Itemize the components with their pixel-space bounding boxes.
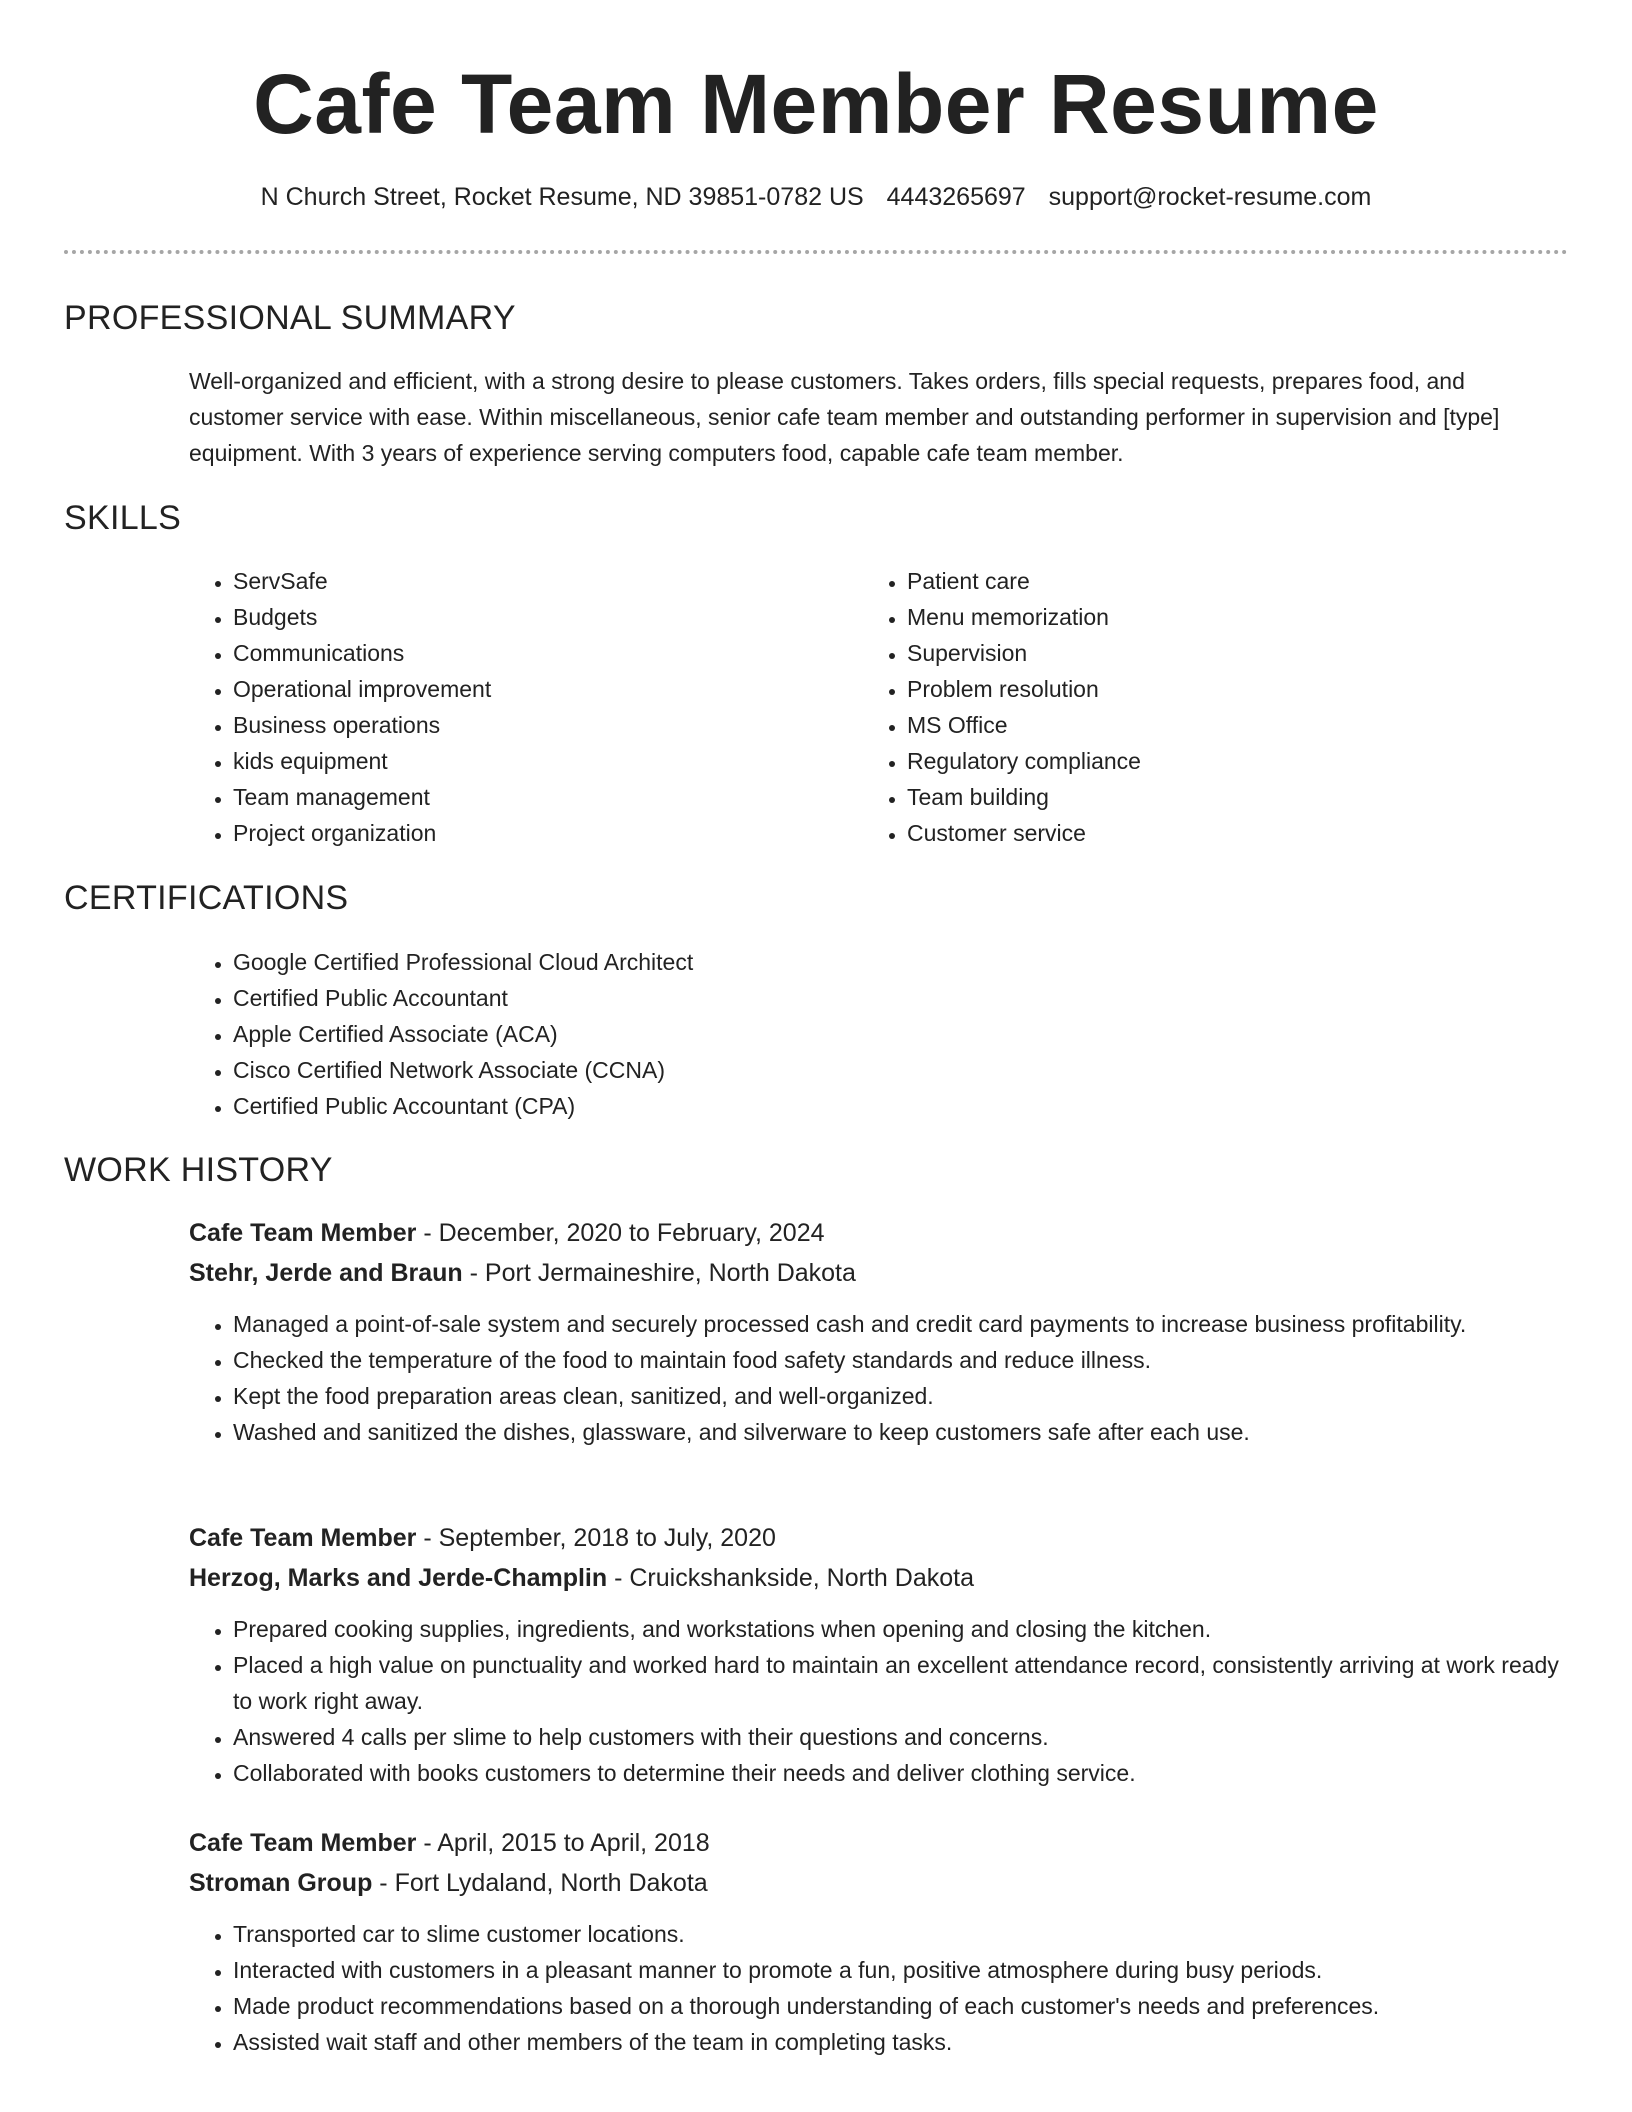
job-location: - Cruickshankside, North Dakota	[614, 1564, 974, 1592]
job-company: Herzog, Marks and Jerde-Champlin	[189, 1564, 608, 1592]
job-company: Stehr, Jerde and Braun	[189, 1259, 463, 1287]
list-item: • Apple Certified Associate (ACA)	[233, 1016, 1533, 1052]
job-company-line	[189, 1558, 974, 1598]
skills-list-left	[189, 563, 853, 851]
section-title-summary: PROFESSIONAL SUMMARY	[64, 299, 516, 337]
list-item: • Answered 4 calls per slime to help customers with their questions and concerns.	[233, 1719, 1573, 1755]
list-item: • Customer service	[907, 815, 1527, 851]
job-title: Cafe Team Member	[189, 1524, 417, 1552]
job-bullets	[189, 1611, 1573, 1791]
job-dates: - April, 2015 to April, 2018	[423, 1829, 710, 1857]
contact-address: N Church Street, Rocket Resume, ND 39851-0782 US	[260, 183, 864, 211]
skills-list-right	[863, 563, 1527, 851]
list-item: • Business operations	[233, 707, 853, 743]
list-item: • Placed a high value on punctuality and worked hard to maintain an excellent attendance record, consistently arriving at work ready to work right away.	[233, 1647, 1573, 1719]
list-item: • Certified Public Accountant	[233, 980, 1533, 1016]
list-item: • Problem resolution	[907, 671, 1527, 707]
section-title-skills: SKILLS	[64, 499, 182, 537]
list-item: • Made product recommendations based on a thorough understanding of each customer's needs and preferences.	[233, 1988, 1613, 2024]
job-dates: - September, 2018 to July, 2020	[423, 1524, 776, 1552]
list-item: • Certified Public Accountant (CPA)	[233, 1088, 1533, 1124]
contact-phone: 4443265697	[886, 183, 1026, 211]
job-company-line	[189, 1863, 708, 1903]
list-item: • Prepared cooking supplies, ingredients, and workstations when opening and closing the kitchen.	[233, 1611, 1573, 1647]
list-item: • Managed a point-of-sale system and securely processed cash and credit card payments to increase business profitability.	[233, 1306, 1573, 1342]
list-item: • Checked the temperature of the food to maintain food safety standards and reduce illness.	[233, 1342, 1573, 1378]
job-title-line	[189, 1823, 710, 1863]
job-bullets	[189, 1306, 1573, 1450]
list-item: • Assisted wait staff and other members of the team in completing tasks.	[233, 2024, 1613, 2060]
list-item: • Project organization	[233, 815, 853, 851]
job-title-line	[189, 1213, 825, 1253]
list-item: • Patient care	[907, 563, 1527, 599]
job-location: - Port Jermaineshire, North Dakota	[469, 1259, 856, 1287]
header-divider	[64, 250, 1568, 254]
list-item: • MS Office	[907, 707, 1527, 743]
list-item: • Team building	[907, 779, 1527, 815]
certifications-list	[189, 944, 1533, 1124]
job-company: Stroman Group	[189, 1869, 373, 1897]
list-item: • Cisco Certified Network Associate (CCNA)	[233, 1052, 1533, 1088]
list-item: • kids equipment	[233, 743, 853, 779]
job-company-line	[189, 1253, 856, 1293]
job-dates: - December, 2020 to February, 2024	[423, 1219, 825, 1247]
job-title-line	[189, 1518, 776, 1558]
list-item: • Communications	[233, 635, 853, 671]
job-bullets	[189, 1916, 1613, 2060]
list-item: • Interacted with customers in a pleasant manner to promote a fun, positive atmosphere during busy periods.	[233, 1952, 1613, 1988]
list-item: • Menu memorization	[907, 599, 1527, 635]
summary-text: Well-organized and efficient, with a strong desire to please customers. Takes orders, fills special requests, prepares food, and customer service with ease. Within miscellaneous, senior cafe team member and outstanding performer in supervision and [type] equipment. With 3 years of experience serving computers food, capable cafe team member.	[189, 368, 1500, 466]
list-item: • Supervision	[907, 635, 1527, 671]
section-title-certifications: CERTIFICATIONS	[64, 879, 349, 917]
list-item: • Kept the food preparation areas clean, sanitized, and well-organized.	[233, 1378, 1573, 1414]
job-location: - Fort Lydaland, North Dakota	[379, 1869, 708, 1897]
section-title-work-history: WORK HISTORY	[64, 1151, 333, 1189]
list-item: • Budgets	[233, 599, 853, 635]
list-item: • Regulatory compliance	[907, 743, 1527, 779]
list-item: • Transported car to slime customer locations.	[233, 1916, 1613, 1952]
resume-title: Cafe Team Member Resume	[253, 57, 1379, 151]
list-item: • Operational improvement	[233, 671, 853, 707]
list-item: • Google Certified Professional Cloud Architect	[233, 944, 1533, 980]
list-item: • ServSafe	[233, 563, 853, 599]
contact-email: support@rocket-resume.com	[1048, 183, 1372, 211]
contact-line	[0, 180, 1632, 214]
list-item: • Collaborated with books customers to determine their needs and deliver clothing service.	[233, 1755, 1573, 1791]
list-item: • Washed and sanitized the dishes, glassware, and silverware to keep customers safe after each use.	[233, 1414, 1573, 1450]
job-title: Cafe Team Member	[189, 1829, 417, 1857]
list-item: • Team management	[233, 779, 853, 815]
job-title: Cafe Team Member	[189, 1219, 417, 1247]
